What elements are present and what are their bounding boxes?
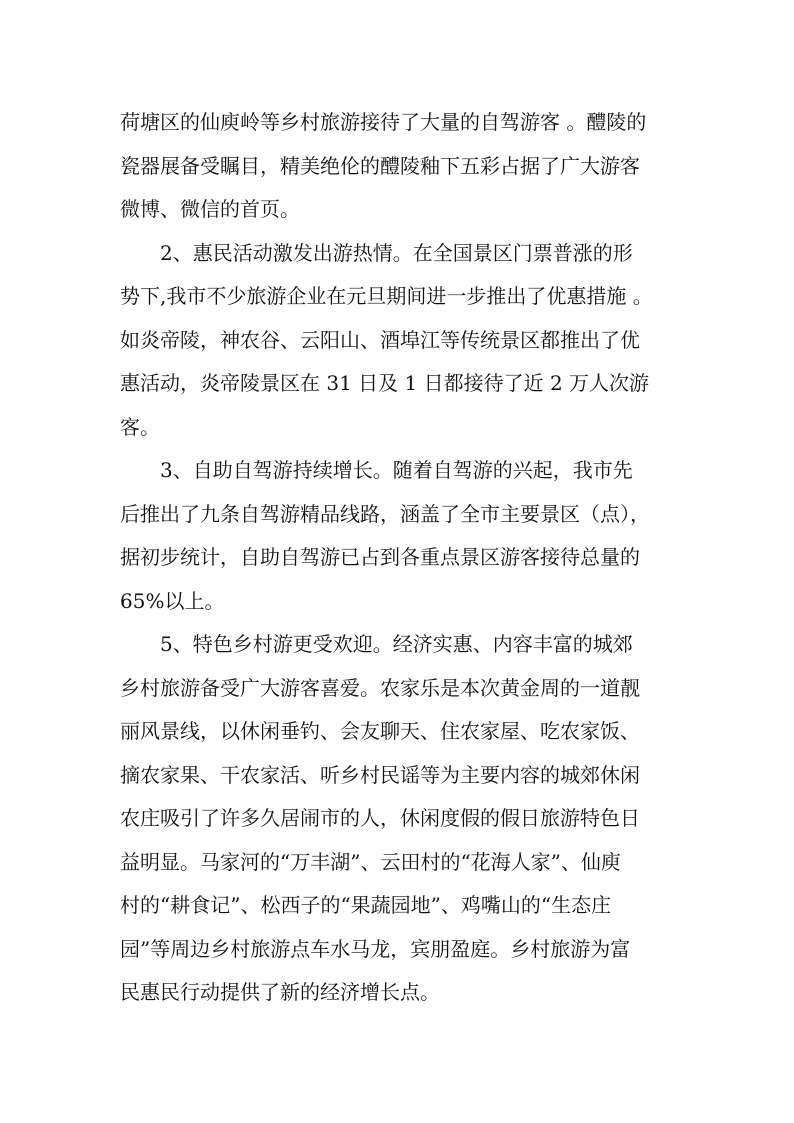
text-line: 后推出了九条自驾游精品线路，涵盖了全市主要景区（点）， bbox=[120, 501, 650, 526]
text-line: 民惠民行动提供了新的经济增长点。 bbox=[120, 980, 440, 1004]
text-line: 65%以上。 bbox=[120, 588, 225, 613]
text-line: 摘农家果、干农家活、听乡村民谣等为主要内容的城郊休闲 bbox=[120, 762, 640, 787]
text-line: 势下,我市不少旅游企业在元旦期间进一步推出了优惠措施 。 bbox=[120, 284, 653, 308]
text-line: 据初步统计，自助自驾游已占到各重点景区游客接待总量的 bbox=[120, 545, 640, 569]
text-line: 如炎帝陵，神农谷、云阳山、酒埠江等传统景区都推出了优 bbox=[120, 327, 640, 352]
text-line: 微博、微信的首页。 bbox=[120, 197, 300, 221]
paragraph-2-first-line: 2、惠民活动激发出游热情。在全国景区门票普涨的形 bbox=[160, 240, 633, 265]
paragraph-3-first-line: 3、自助自驾游持续增长。随着自驾游的兴起，我市先 bbox=[160, 458, 633, 482]
text-line: 惠活动，炎帝陵景区在 31 日及 1 日都接待了近 2 万人次游 bbox=[120, 371, 650, 395]
text-line: 农庄吸引了许多久居闹市的人，休闲度假的假日旅游特色日 bbox=[120, 806, 640, 830]
document-body bbox=[120, 101, 680, 1015]
text-line: 丽风景线，以休闲垂钓、会友聊天、住农家屋、吃农家饭、 bbox=[120, 719, 640, 743]
text-line: 益明显。马家河的“万丰湖”、云田村的“花海人家”、仙庾 bbox=[120, 849, 621, 874]
paragraph-5-first-line: 5、特色乡村游更受欢迎。经济实惠、内容丰富的城郊 bbox=[160, 632, 633, 656]
text-line: 客。 bbox=[120, 414, 160, 439]
text-line: 园”等周边乡村旅游点车水马龙，宾朋盈庭。乡村旅游为富 bbox=[120, 936, 631, 961]
text-line: 瓷器展备受瞩目，精美绝伦的醴陵釉下五彩占据了广大游客 bbox=[120, 153, 640, 178]
text-line: 村的“耕食记”、松西子的“果蔬园地”、鸡嘴山的“生态庄 bbox=[120, 893, 612, 917]
text-line: 荷塘区的仙庾岭等乡村旅游接待了大量的自驾游客 。醴陵的 bbox=[120, 110, 647, 134]
text-line: 乡村旅游备受广大游客喜爱。农家乐是本次黄金周的一道靓 bbox=[120, 675, 640, 700]
